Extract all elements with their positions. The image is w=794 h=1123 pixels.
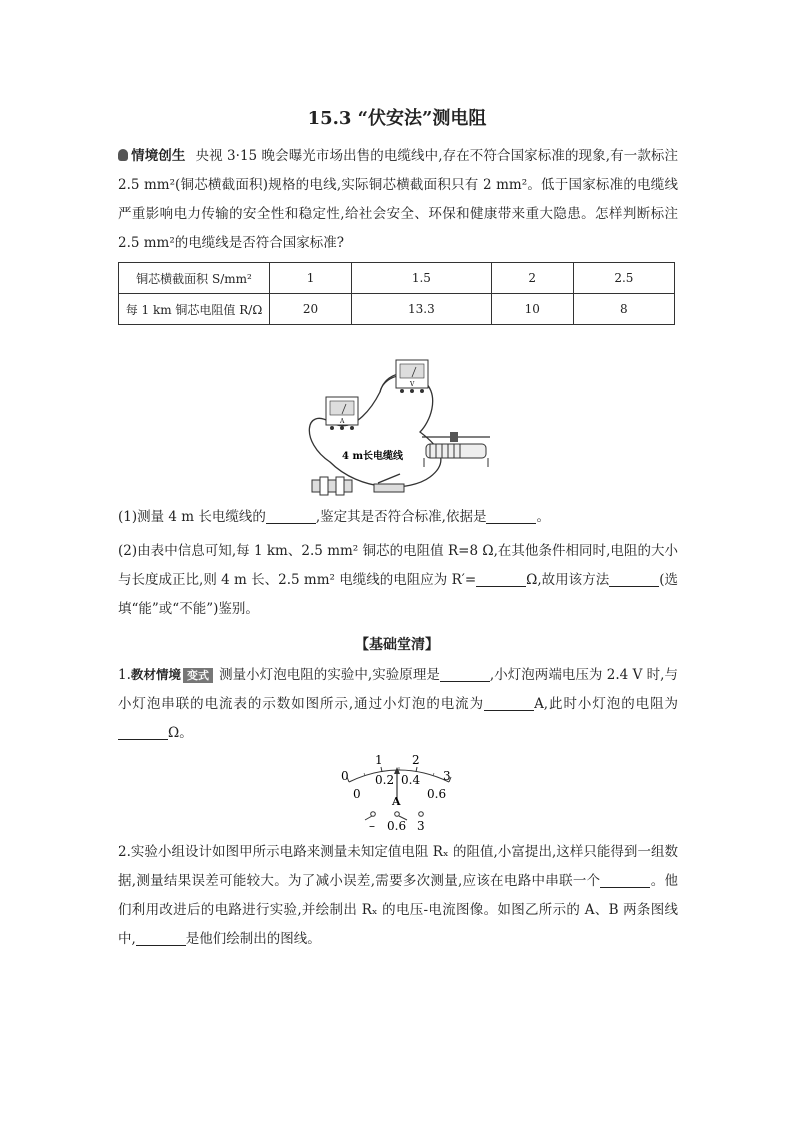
answer-blank[interactable] xyxy=(486,509,536,524)
q1-text-a: (1)测量 4 m 长电缆线的 xyxy=(118,509,266,525)
lower-tick-label: 0.6 xyxy=(427,787,447,801)
page-title: 15.3 “伏安法”测电阻 xyxy=(307,108,487,129)
table-cell: 2.5 xyxy=(573,263,674,294)
cable-label: 4 m长电缆线 xyxy=(342,451,404,462)
lower-tick-label: 0.2 xyxy=(375,773,395,787)
terminal-label: 0.6 xyxy=(387,819,407,833)
upper-tick-label: 2 xyxy=(412,753,420,767)
table-cell: 1.5 xyxy=(352,263,492,294)
q2-text-b: Ω,故用该方法 xyxy=(526,572,610,588)
voltmeter-icon xyxy=(396,360,428,393)
voltmeter-label: V xyxy=(410,381,415,388)
table-cell: 2 xyxy=(491,263,573,294)
ex1-tag-box: 变式 xyxy=(183,668,213,683)
table-header-cell: 每 1 km 铜芯电阻值 R/Ω xyxy=(119,294,270,325)
battery-icon xyxy=(312,477,352,495)
upper-tick-label: 3 xyxy=(443,769,451,783)
ex1-text-b: ,小灯泡两端电压为 2.4 V 时,与小灯泡串联的电流表的示数如图所示,通过小灯泡的电流为 xyxy=(118,667,678,712)
table-cell: 13.3 xyxy=(352,294,492,325)
exercise-1 xyxy=(118,660,678,748)
lower-tick-label: 0 xyxy=(353,787,361,801)
scenario-paragraph xyxy=(118,142,678,258)
answer-blank[interactable] xyxy=(136,931,186,946)
answer-blank[interactable] xyxy=(118,725,168,740)
lightbulb-icon xyxy=(118,149,128,161)
terminal-label: 3 xyxy=(417,819,425,833)
lower-tick-label: 0.4 xyxy=(401,773,421,787)
table-cell: 8 xyxy=(573,294,674,325)
q1-text-b: ,鉴定其是否符合标准,依据是 xyxy=(315,509,487,525)
ex1-tag-label: 教材情境 xyxy=(130,667,182,682)
table-header-cell: 铜芯横截面积 S/mm² xyxy=(119,263,270,294)
scenario-badge: 情境创生 xyxy=(131,148,186,164)
table-cell: 1 xyxy=(270,263,352,294)
table-cell: 20 xyxy=(270,294,352,325)
ammeter-icon xyxy=(326,397,358,430)
table-cell: 10 xyxy=(491,294,573,325)
upper-tick-label: 0 xyxy=(341,769,349,783)
answer-blank[interactable] xyxy=(440,667,490,682)
q2-text-a: (2)由表中信息可知,每 1 km、2.5 mm² 铜芯的电阻值 R=8 Ω,在其他条件相同时,电阻的大小与长度成正比,则 4 m 长、2.5 mm² 电缆线的电阻应为 R′= xyxy=(118,543,678,588)
section-title: 【基础堂清】 xyxy=(355,637,439,653)
ex2-text-c: 是他们绘制出的图线。 xyxy=(185,931,321,947)
q1-text-c: 。 xyxy=(536,509,550,525)
upper-tick-label: 1 xyxy=(375,753,383,767)
question-2 xyxy=(118,537,678,624)
ammeter-label: A xyxy=(340,418,345,425)
ex1-text-c: A,此时小灯泡的电阻为 xyxy=(534,696,679,712)
table-row xyxy=(119,263,675,294)
answer-blank[interactable] xyxy=(476,572,526,587)
q2-text-c: (选填“能”或“不能”)鉴别。 xyxy=(118,572,678,617)
cable-circuit-figure xyxy=(300,352,500,502)
scenario-text: 央视 3·15 晚会曝光市场出售的电缆线中,存在不符合国家标准的现象,有一款标注 2.5 mm²(铜芯横截面积)规格的电线,实际铜芯横截面积只有 2 mm²。低于国家标准的电缆线严重影响电力传输的安全性和稳定性,给社会安全、环保和健康带来重大隐患。怎样判断标注 2.5 mm²的电缆线是否符合国家标准? xyxy=(118,148,679,251)
table-row xyxy=(119,294,675,325)
data-table xyxy=(118,262,675,325)
ex2-text-a: 2.实验小组设计如图甲所示电路来测量未知定值电阻 Rₓ 的阻值,小富提出,这样只能得到一组数据,测量结果误差可能较大。为了减小误差,需要多次测量,应该在电路中串联一个 xyxy=(118,844,678,889)
ex1-text-d: Ω。 xyxy=(168,725,193,741)
rheostat-icon xyxy=(422,432,490,467)
question-1 xyxy=(118,503,678,532)
ex2-text-b: 。他们利用改进后的电路进行实验,并绘制出 Rₓ 的电压-电流图像。如图乙所示的 A、B 两条图线中, xyxy=(118,873,679,947)
ex1-text-a: 测量小灯泡电阻的实验中,实验原理是 xyxy=(219,667,440,683)
answer-blank[interactable] xyxy=(484,696,534,711)
ammeter-dial-figure xyxy=(335,750,465,834)
answer-blank[interactable] xyxy=(266,509,316,524)
answer-blank[interactable] xyxy=(600,873,650,888)
exercise-2 xyxy=(118,838,678,954)
meter-unit: A xyxy=(392,795,401,808)
ex1-number: 1. xyxy=(118,667,131,683)
terminal-label: – xyxy=(369,819,375,833)
answer-blank[interactable] xyxy=(609,572,659,587)
switch-icon xyxy=(374,474,404,492)
